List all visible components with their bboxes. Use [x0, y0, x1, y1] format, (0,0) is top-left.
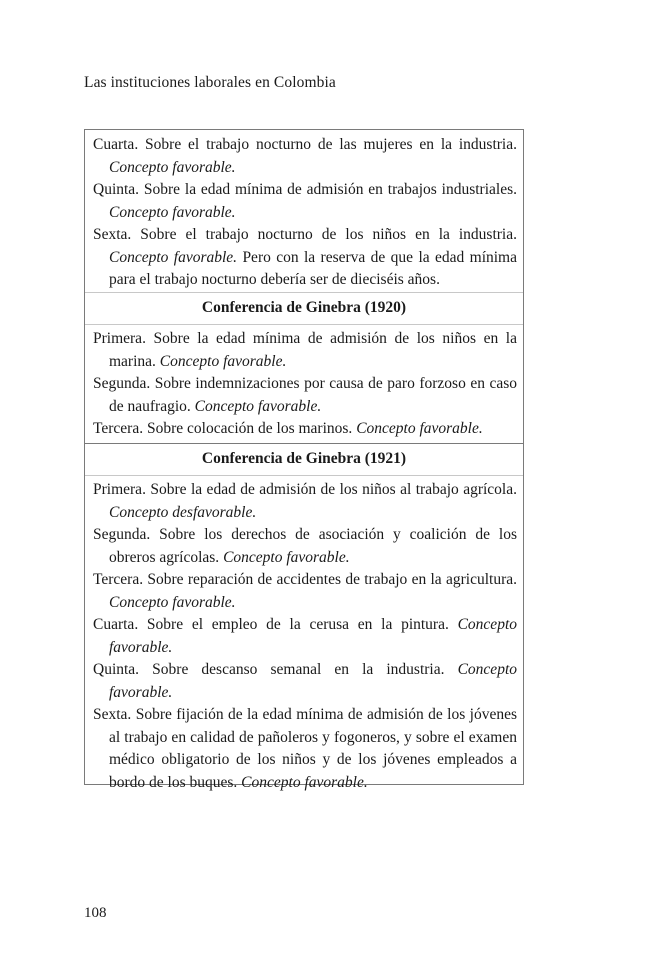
entry-text: Sexta. Sobre el trabajo nocturno de los niños en la industria.	[93, 226, 517, 243]
section-divider	[85, 443, 523, 444]
table-row	[93, 569, 517, 614]
table-row	[93, 479, 517, 524]
table-row	[93, 134, 517, 179]
entry-text: Cuarta. Sobre el empleo de la cerusa en la pintura.	[93, 616, 458, 633]
entry-text: Tercera. Sobre colocación de los marinos.	[93, 420, 357, 437]
entry-verdict: Concepto desfavorable.	[109, 503, 257, 521]
entry-text: Cuarta. Sobre el trabajo nocturno de las mujeres en la industria.	[93, 136, 517, 153]
entry-verdict: Concepto favorable.	[109, 248, 238, 266]
entry-verdict: Concepto favorable.	[109, 158, 236, 176]
row-divider	[85, 475, 523, 476]
entry-verdict: Concepto favorable.	[109, 203, 236, 221]
entry-verdict: Concepto favorable.	[356, 420, 483, 437]
entry-text: Primera. Sobre la edad de admisión de los niños al trabajo agrícola.	[93, 481, 517, 498]
entry-text: Quinta. Sobre la edad mínima de admisión en trabajos industriales.	[93, 181, 517, 198]
table-row	[93, 524, 517, 569]
entry-verdict: Concepto favorable.	[223, 548, 350, 566]
entry-note: Pero con la reserva de que la edad mínima para el trabajo nocturno debería ser de dieciséis años.	[109, 248, 517, 288]
conventions-table	[84, 129, 524, 791]
table-row	[93, 179, 517, 224]
entry-text: Quinta. Sobre descanso semanal en la industria.	[93, 661, 458, 678]
section-heading-1921: Conferencia de Ginebra (1921)	[201, 450, 407, 467]
entry-text: Segunda. Sobre los derechos de asociación y coalición de los obreros agrícolas.	[93, 526, 517, 566]
entry-verdict: Concepto favorable.	[109, 593, 236, 611]
entry-verdict: Concepto favorable.	[194, 397, 322, 415]
row-divider	[85, 324, 523, 325]
entry-verdict: Concepto favorable.	[241, 773, 368, 791]
entry-text: Tercera. Sobre reparación de accidentes de trabajo en la agricultura.	[93, 571, 517, 588]
table-row	[93, 328, 517, 373]
table-row	[93, 373, 517, 418]
table-row	[93, 224, 517, 292]
entry-verdict: Concepto favorable.	[159, 352, 287, 370]
entry-verdict: Concepto favorable.	[109, 661, 517, 701]
section-heading-1920: Conferencia de Ginebra (1920)	[201, 299, 407, 316]
entry-verdict: Concepto favorable.	[109, 616, 517, 656]
table-row	[93, 418, 517, 441]
table-row	[93, 614, 517, 659]
table-row	[93, 704, 517, 794]
page-number: 108	[84, 905, 107, 921]
running-head: Las instituciones laborales en Colombia	[84, 74, 336, 91]
table-row	[93, 659, 517, 704]
entry-text: Segunda. Sobre indemnizaciones por causa de paro forzoso en caso de naufragio.	[93, 375, 517, 415]
entry-text: Primera. Sobre la edad mínima de admisión de los niños en la marina.	[93, 330, 517, 370]
entry-text: Sexta. Sobre fijación de la edad mínima de admisión de los jóvenes al trabajo en calidad de pañoleros y fogoneros, y sobre el examen médico obligatorio de los niños y de los jóvenes empleados a bordo de los buques.	[93, 706, 517, 791]
row-divider	[85, 292, 523, 293]
